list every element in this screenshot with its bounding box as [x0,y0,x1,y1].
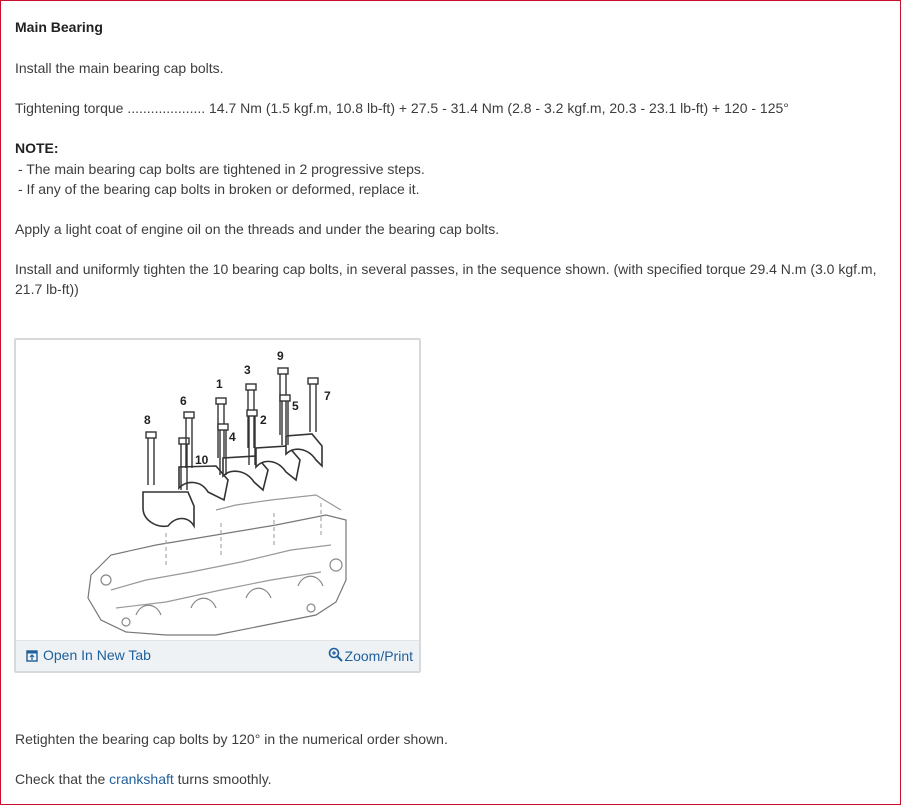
step-apply-oil: Apply a light coat of engine oil on the threads and under the bearing cap bolts. [15,221,500,237]
bolt-label: 7 [324,389,331,403]
bolt-label: 3 [244,363,251,377]
step-check-crankshaft [15,769,272,789]
open-new-tab-label: Open In New Tab [43,647,151,663]
bolt-label: 2 [260,413,267,427]
note-item: - If any of the bearing cap bolts in broken or deformed, replace it. [18,181,420,197]
zoom-icon [328,647,343,662]
bolt-label: 10 [195,453,209,467]
note-item: - The main bearing cap bolts are tightened in 2 progressive steps. [18,161,425,177]
bolt-label: 8 [144,413,151,427]
bolt-label: 9 [277,349,284,363]
step-check-prefix: Check that the [15,771,110,787]
step-tighten-sequence: Install and uniformly tighten the 10 bearing cap bolts, in several passes, in the sequence shown. (with specified torque 29.4 N.m (3.0 kgf.m, [15,261,877,277]
step-install-bolts: Install the main bearing cap bolts. [15,60,224,76]
zoom-print-label: Zoom/Print [344,648,413,664]
bolt-label: 6 [180,394,187,408]
step-retighten: Retighten the bearing cap bolts by 120° in the numerical order shown. [15,731,448,747]
bolt-label: 5 [292,399,299,413]
tightening-torque-spec: Tightening torque .................... 14.7 Nm (1.5 kgf.m, 10.8 lb-ft) + 27.5 - 31.4 Nm (2.8 - 3.2 kgf.m, 20.3 - 23.1 lb-ft) + 120 - 125° [15,100,789,116]
figure-toolbar [16,640,419,671]
open-new-tab-button[interactable] [26,647,151,663]
bearing-cap-figure [14,338,421,673]
note-title: NOTE: [15,140,59,156]
zoom-print-button[interactable] [328,647,413,664]
bolt-label: 1 [216,377,223,391]
section-title: Main Bearing [15,19,103,35]
crankshaft-link[interactable]: crankshaft [109,771,174,787]
step-tighten-sequence-cont: 21.7 lb-ft)) [15,281,79,297]
bearing-cap-diagram [16,340,419,638]
bolt-label: 4 [229,430,236,444]
open-new-tab-icon [26,650,38,662]
step-check-suffix: turns smoothly. [173,771,272,787]
